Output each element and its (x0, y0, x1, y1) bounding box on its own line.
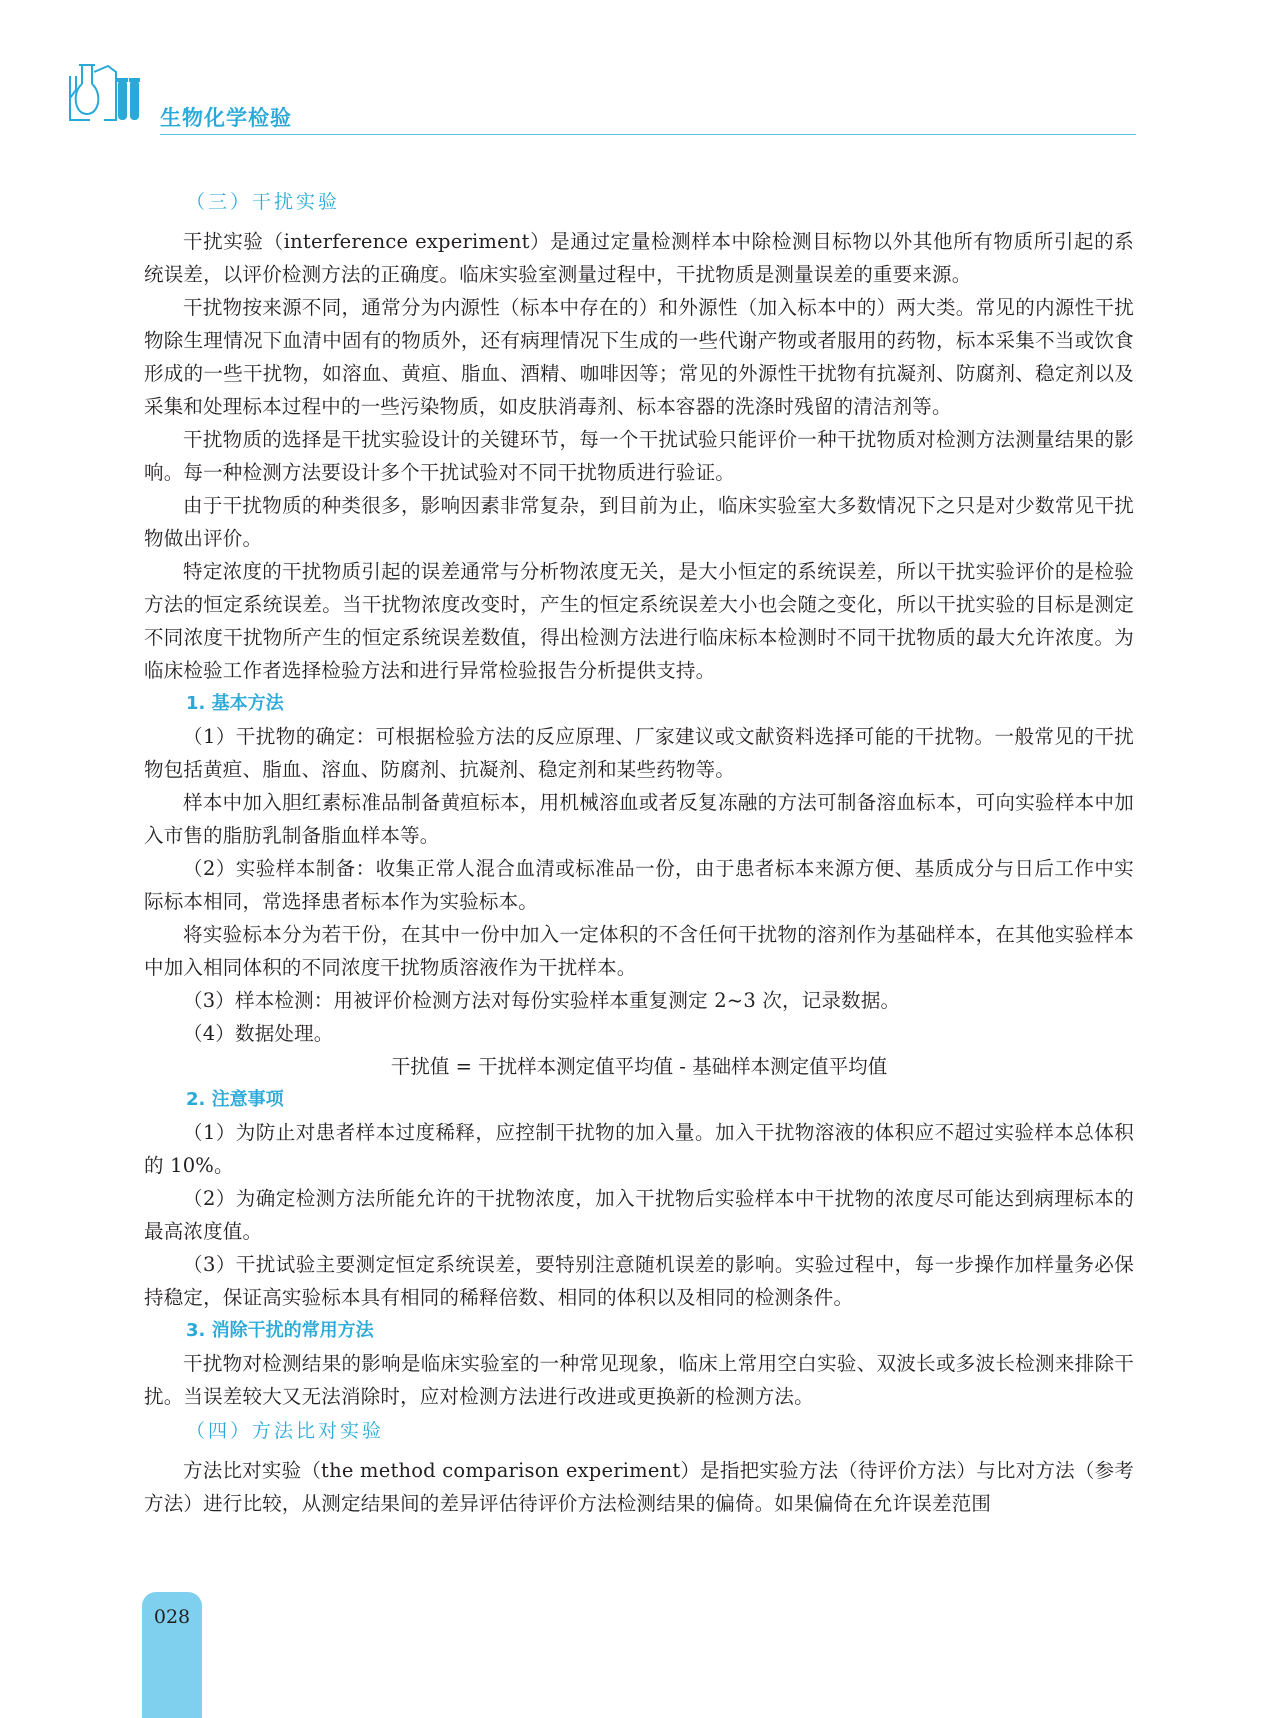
subheading-basic-method: 1. 基本方法 (186, 693, 284, 714)
subheading-elimination-methods: 3. 消除干扰的常用方法 (186, 1320, 374, 1341)
paragraph: （2）为确定检测方法所能允许的干扰物浓度，加入干扰物后实验样本中干扰物的浓度尽可能达到病理标本的最高浓度值。 (144, 1187, 1134, 1243)
paragraph: 方法比对实验（the method comparison experiment）是指把实验方法（待评价方法）与比对方法（参考方法）进行比较，从测定结果间的差异评估待评价方法检测结果的偏倚。如果偏倚在允许误差范围 (144, 1459, 1134, 1515)
page-number: 028 (153, 1606, 191, 1628)
paragraph: 干扰物质的选择是干扰实验设计的关键环节，每一个干扰试验只能评价一种干扰物质对检测方法测量结果的影响。每一种检测方法要设计多个干扰试验对不同干扰物质进行验证。 (144, 428, 1134, 484)
page-content (144, 182, 1134, 1520)
section-title-interference: （三）干扰实验 (186, 191, 341, 213)
paragraph: （1）干扰物的确定：可根据检验方法的反应原理、厂家建议或文献资料选择可能的干扰物。一般常见的干扰物包括黄疸、脂血、溶血、防腐剂、抗凝剂、稳定剂和某些药物等。 (144, 725, 1134, 781)
paragraph: （3）干扰试验主要测定恒定系统误差，要特别注意随机误差的影响。实验过程中，每一步操作加样量务必保持稳定，保证高实验标本具有相同的稀释倍数、相同的体积以及相同的检测条件。 (144, 1253, 1134, 1309)
header-rule (160, 134, 1136, 135)
book-title: 生物化学检验 (160, 106, 292, 130)
paragraph: 干扰物对检测结果的影响是临床实验室的一种常见现象，临床上常用空白实验、双波长或多波长检测来排除干扰。当误差较大又无法消除时，应对检测方法进行改进或更换新的检测方法。 (144, 1352, 1134, 1408)
page-header (68, 62, 1136, 138)
paragraph: 样本中加入胆红素标准品制备黄疸标本，用机械溶血或者反复冻融的方法可制备溶血标本，可向实验样本中加入市售的脂肪乳制备脂血样本等。 (144, 791, 1134, 847)
paragraph: 将实验标本分为若干份，在其中一份中加入一定体积的不含任何干扰物的溶剂作为基础样本，在其他实验样本中加入相同体积的不同浓度干扰物质溶液作为干扰样本。 (144, 923, 1134, 979)
section-title-method-comparison: （四）方法比对实验 (186, 1420, 385, 1442)
paragraph: （3）样本检测：用被评价检测方法对每份实验样本重复测定 2~3 次，记录数据。 (183, 989, 901, 1012)
paragraph: （2）实验样本制备：收集正常人混合血清或标准品一份，由于患者标本来源方便、基质成分与日后工作中实际标本相同，常选择患者标本作为实验标本。 (144, 857, 1134, 913)
formula: 干扰值 = 干扰样本测定值平均值 - 基础样本测定值平均值 (390, 1055, 888, 1078)
subheading-precautions: 2. 注意事项 (186, 1089, 284, 1110)
paragraph: 干扰实验（interference experiment）是通过定量检测样本中除检测目标物以外其他所有物质所引起的系统误差，以评价检测方法的正确度。临床实验室测量过程中，干扰物质是测量误差的重要来源。 (144, 230, 1134, 286)
paragraph: 特定浓度的干扰物质引起的误差通常与分析物浓度无关，是大小恒定的系统误差，所以干扰实验评价的是检验方法的恒定系统误差。当干扰物浓度改变时，产生的恒定系统误差大小也会随之变化，所以干扰实验的目标是测定不同浓度干扰物所产生的恒定系统误差数值，得出检测方法进行临床标本检测时不同干扰物质的最大允许浓度。为临床检验工作者选择检验方法和进行异常检验报告分析提供支持。 (144, 560, 1134, 682)
paragraph: 干扰物按来源不同，通常分为内源性（标本中存在的）和外源性（加入标本中的）两大类。常见的内源性干扰物除生理情况下血清中固有的物质外，还有病理情况下生成的一些代谢产物或者服用的药物，标本采集不当或饮食形成的一些干扰物，如溶血、黄疸、脂血、酒精、咖啡因等；常见的外源性干扰物有抗凝剂、防腐剂、稳定剂以及采集和处理标本过程中的一些污染物质，如皮肤消毒剂、标本容器的洗涤时残留的清洁剂等。 (144, 296, 1134, 418)
paragraph: （1）为防止对患者样本过度稀释，应控制干扰物的加入量。加入干扰物溶液的体积应不超过实验样本总体积的 10%。 (144, 1121, 1134, 1177)
flask-and-test-tubes-icon (68, 62, 148, 132)
paragraph: （4）数据处理。 (183, 1022, 334, 1045)
paragraph: 由于干扰物质的种类很多，影响因素非常复杂，到目前为止，临床实验室大多数情况下之只是对少数常见干扰物做出评价。 (144, 494, 1134, 550)
